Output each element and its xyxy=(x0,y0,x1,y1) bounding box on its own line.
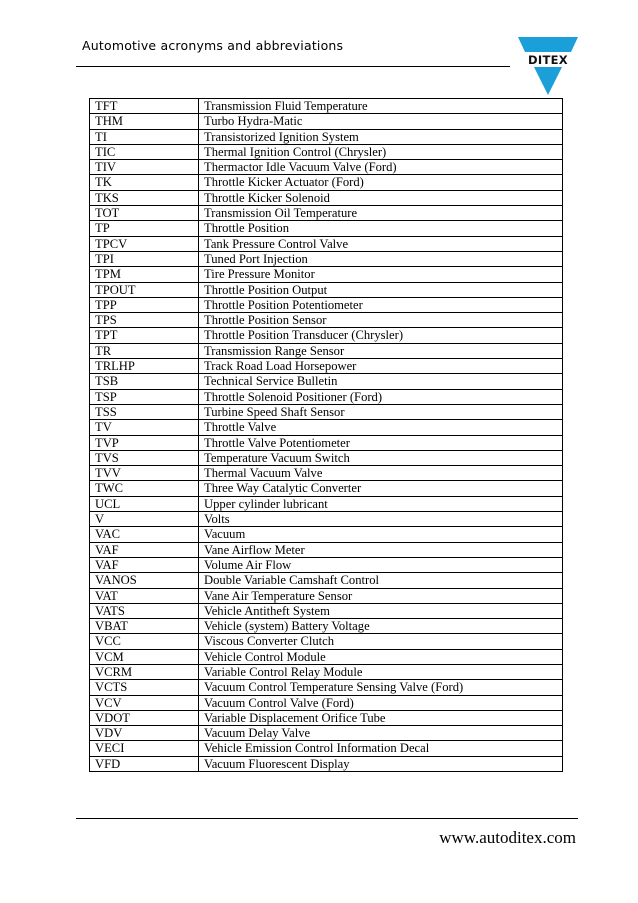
acronym-cell: TOT xyxy=(90,206,199,221)
acronym-cell: TP xyxy=(90,221,199,236)
table-row xyxy=(90,313,563,328)
definition-cell: Technical Service Bulletin xyxy=(199,374,563,389)
acronym-cell: VECI xyxy=(90,741,199,756)
definition-cell: Thermactor Idle Vacuum Valve (Ford) xyxy=(199,160,563,175)
definition-cell: Transistorized Ignition System xyxy=(199,129,563,144)
table-row xyxy=(90,190,563,205)
definition-cell: Vehicle Emission Control Information Decal xyxy=(199,741,563,756)
table-row xyxy=(90,557,563,572)
acronym-cell: TVV xyxy=(90,466,199,481)
definition-cell: Throttle Valve xyxy=(199,420,563,435)
acronym-cell: TVP xyxy=(90,435,199,450)
definition-cell: Throttle Position Potentiometer xyxy=(199,297,563,312)
acronym-cell: VCC xyxy=(90,634,199,649)
table-row xyxy=(90,374,563,389)
definition-cell: Vacuum Control Temperature Sensing Valve (Ford) xyxy=(199,680,563,695)
definition-cell: Transmission Fluid Temperature xyxy=(199,99,563,114)
acronym-cell: VCM xyxy=(90,649,199,664)
table-row xyxy=(90,282,563,297)
table-row xyxy=(90,206,563,221)
definition-cell: Variable Displacement Orifice Tube xyxy=(199,710,563,725)
acronym-cell: TPP xyxy=(90,297,199,312)
definition-cell: Turbo Hydra-Matic xyxy=(199,114,563,129)
definition-cell: Tank Pressure Control Valve xyxy=(199,236,563,251)
table-row xyxy=(90,481,563,496)
definition-cell: Transmission Range Sensor xyxy=(199,343,563,358)
table-row xyxy=(90,695,563,710)
acronym-cell: TVS xyxy=(90,450,199,465)
acronym-cell: V xyxy=(90,512,199,527)
definition-cell: Three Way Catalytic Converter xyxy=(199,481,563,496)
definition-cell: Vacuum Delay Valve xyxy=(199,726,563,741)
table-row xyxy=(90,343,563,358)
table-row xyxy=(90,466,563,481)
table-row xyxy=(90,144,563,159)
acronym-cell: TR xyxy=(90,343,199,358)
table-row xyxy=(90,680,563,695)
acronym-cell: VCRM xyxy=(90,664,199,679)
acronym-cell: VAF xyxy=(90,542,199,557)
definition-cell: Vehicle Control Module xyxy=(199,649,563,664)
acronym-cell: TSS xyxy=(90,404,199,419)
definition-cell: Transmission Oil Temperature xyxy=(199,206,563,221)
table-row xyxy=(90,527,563,542)
acronym-cell: TSB xyxy=(90,374,199,389)
acronym-cell: TRLHP xyxy=(90,359,199,374)
table-row xyxy=(90,512,563,527)
acronym-cell: TPT xyxy=(90,328,199,343)
table-row xyxy=(90,251,563,266)
table-row xyxy=(90,99,563,114)
table-row xyxy=(90,114,563,129)
table-row xyxy=(90,450,563,465)
acronym-cell: TKS xyxy=(90,190,199,205)
acronym-cell: VCV xyxy=(90,695,199,710)
logo-triangle-bottom xyxy=(534,67,562,95)
acronym-cell: THM xyxy=(90,114,199,129)
definition-cell: Vacuum xyxy=(199,527,563,542)
footer-website-url: www.autoditex.com xyxy=(439,828,576,847)
acronym-cell: TI xyxy=(90,129,199,144)
definition-cell: Throttle Position Sensor xyxy=(199,313,563,328)
table-row xyxy=(90,267,563,282)
table-row xyxy=(90,175,563,190)
table-row xyxy=(90,328,563,343)
definition-cell: Temperature Vacuum Switch xyxy=(199,450,563,465)
table-row xyxy=(90,389,563,404)
acronym-cell: VANOS xyxy=(90,573,199,588)
definition-cell: Volts xyxy=(199,512,563,527)
acronym-cell: TSP xyxy=(90,389,199,404)
acronym-cell: VBAT xyxy=(90,619,199,634)
acronym-cell: VAF xyxy=(90,557,199,572)
definition-cell: Throttle Kicker Solenoid xyxy=(199,190,563,205)
definition-cell: Upper cylinder lubricant xyxy=(199,496,563,511)
definition-cell: Thermal Vacuum Valve xyxy=(199,466,563,481)
acronym-cell: TPCV xyxy=(90,236,199,251)
table-row xyxy=(90,588,563,603)
definition-cell: Throttle Position Transducer (Chrysler) xyxy=(199,328,563,343)
definition-cell: Throttle Kicker Actuator (Ford) xyxy=(199,175,563,190)
table-row xyxy=(90,129,563,144)
acronym-cell: TWC xyxy=(90,481,199,496)
table-row xyxy=(90,236,563,251)
table-row xyxy=(90,542,563,557)
acronym-cell: VATS xyxy=(90,603,199,618)
definition-cell: Turbine Speed Shaft Sensor xyxy=(199,404,563,419)
table-row xyxy=(90,435,563,450)
acronym-cell: VCTS xyxy=(90,680,199,695)
definition-cell: Volume Air Flow xyxy=(199,557,563,572)
acronym-cell: VAT xyxy=(90,588,199,603)
definition-cell: Throttle Solenoid Positioner (Ford) xyxy=(199,389,563,404)
table-row xyxy=(90,420,563,435)
table-row xyxy=(90,359,563,374)
acronym-cell: TIC xyxy=(90,144,199,159)
table-row xyxy=(90,221,563,236)
definition-cell: Variable Control Relay Module xyxy=(199,664,563,679)
acronym-cell: TFT xyxy=(90,99,199,114)
acronym-cell: TPS xyxy=(90,313,199,328)
acronym-cell: VDV xyxy=(90,726,199,741)
definition-cell: Throttle Valve Potentiometer xyxy=(199,435,563,450)
table-row xyxy=(90,726,563,741)
definition-cell: Vehicle (system) Battery Voltage xyxy=(199,619,563,634)
definition-cell: Tire Pressure Monitor xyxy=(199,267,563,282)
definition-cell: Vacuum Fluorescent Display xyxy=(199,756,563,771)
definition-cell: Vehicle Antitheft System xyxy=(199,603,563,618)
acronym-cell: UCL xyxy=(90,496,199,511)
table-row xyxy=(90,634,563,649)
acronym-cell: TPI xyxy=(90,251,199,266)
table-row xyxy=(90,496,563,511)
header-divider xyxy=(76,66,510,67)
definition-cell: Vane Air Temperature Sensor xyxy=(199,588,563,603)
definition-cell: Double Variable Camshaft Control xyxy=(199,573,563,588)
acronym-cell: VAC xyxy=(90,527,199,542)
acronym-cell: VFD xyxy=(90,756,199,771)
table-row xyxy=(90,603,563,618)
definition-cell: Throttle Position Output xyxy=(199,282,563,297)
acronym-cell: TK xyxy=(90,175,199,190)
logo-text: DITEX xyxy=(528,53,568,67)
table-row xyxy=(90,710,563,725)
acronym-cell: TIV xyxy=(90,160,199,175)
footer-divider xyxy=(76,818,578,819)
table-row xyxy=(90,160,563,175)
acronym-cell: TPM xyxy=(90,267,199,282)
table-row xyxy=(90,649,563,664)
acronym-cell: VDOT xyxy=(90,710,199,725)
logo-triangle-top xyxy=(518,37,578,52)
definition-cell: Vane Airflow Meter xyxy=(199,542,563,557)
ditex-logo xyxy=(516,37,580,97)
definition-cell: Track Road Load Horsepower xyxy=(199,359,563,374)
definition-cell: Viscous Converter Clutch xyxy=(199,634,563,649)
table-row xyxy=(90,297,563,312)
table-row xyxy=(90,404,563,419)
table-row xyxy=(90,741,563,756)
definition-cell: Thermal Ignition Control (Chrysler) xyxy=(199,144,563,159)
table-row xyxy=(90,573,563,588)
definition-cell: Tuned Port Injection xyxy=(199,251,563,266)
acronym-cell: TV xyxy=(90,420,199,435)
table-row xyxy=(90,619,563,634)
table-row xyxy=(90,664,563,679)
definition-cell: Vacuum Control Valve (Ford) xyxy=(199,695,563,710)
acronym-table xyxy=(89,98,563,772)
definition-cell: Throttle Position xyxy=(199,221,563,236)
table-row xyxy=(90,756,563,771)
acronym-cell: TPOUT xyxy=(90,282,199,297)
acronym-table-body xyxy=(90,99,563,772)
page-header-title: Automotive acronyms and abbreviations xyxy=(82,38,344,53)
